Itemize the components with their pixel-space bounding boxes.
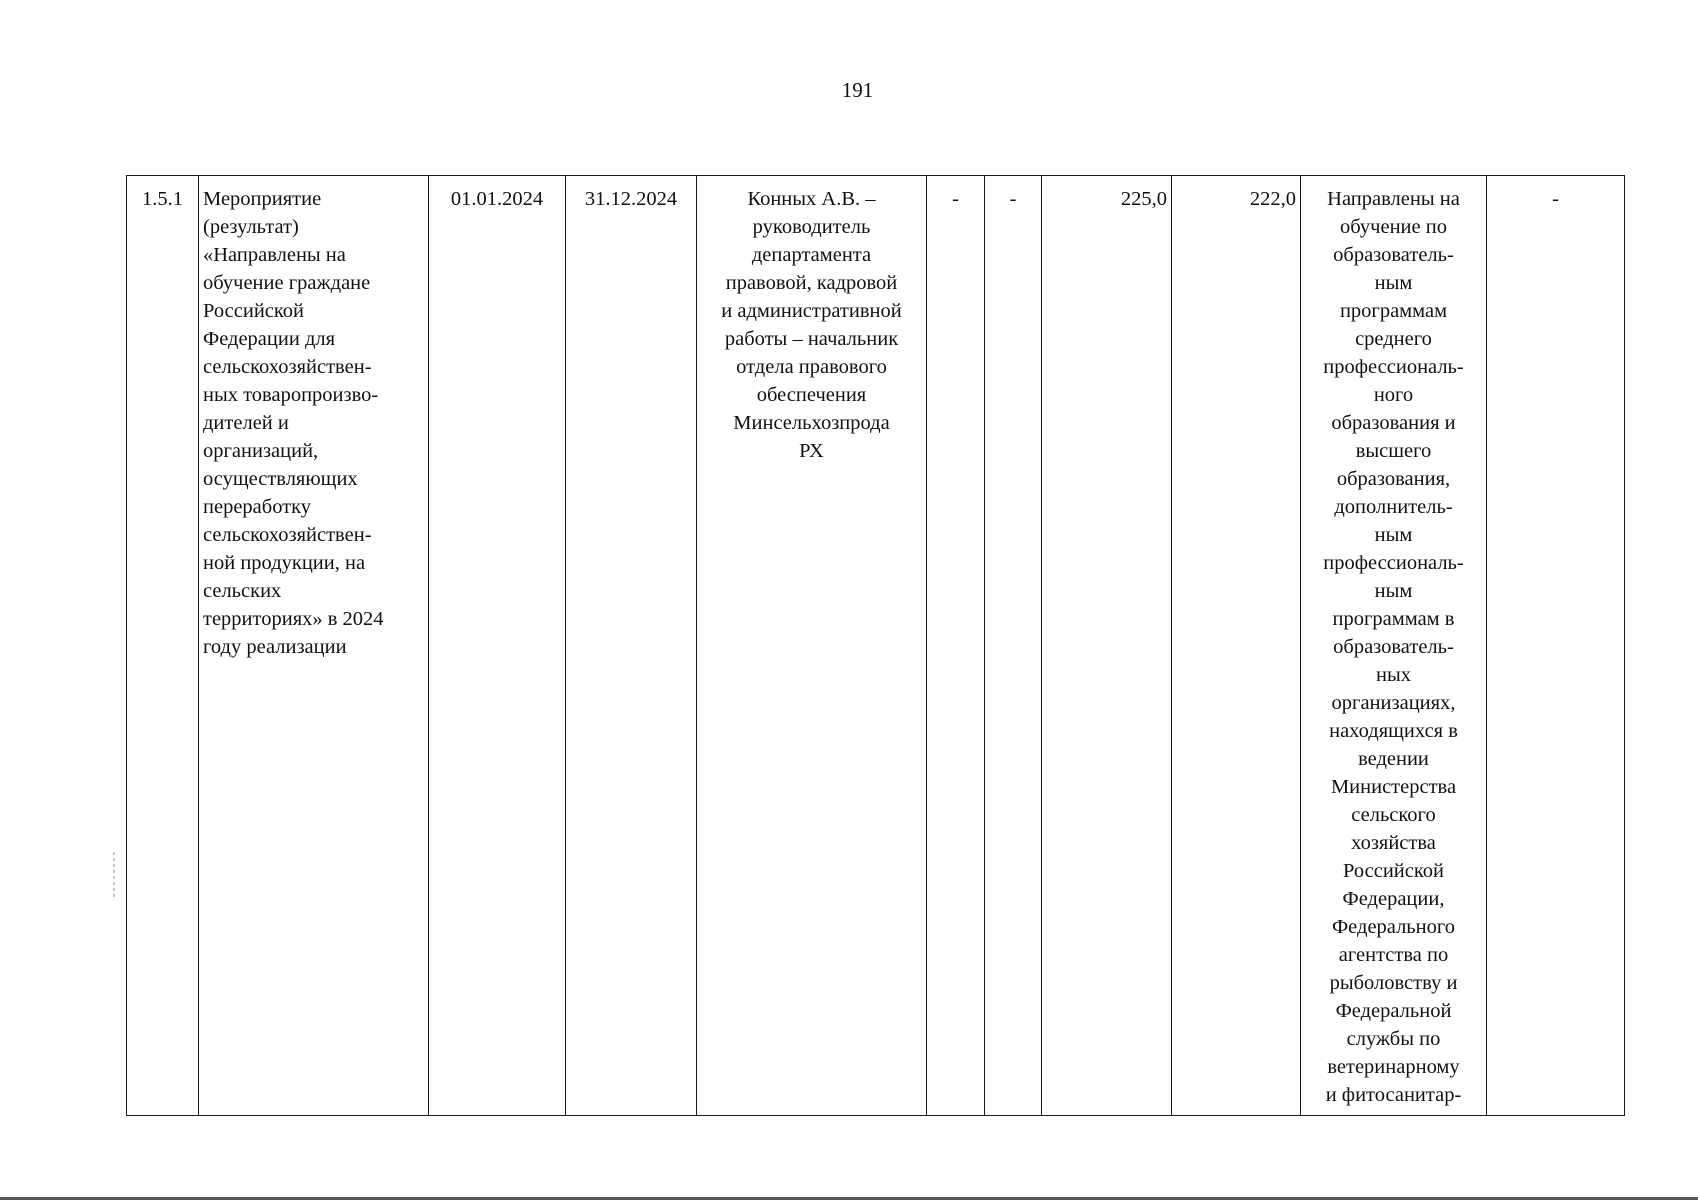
scan-margin-mark	[113, 852, 115, 900]
text-line: образования и	[1331, 412, 1456, 434]
text-line: Конных А.В. –	[747, 188, 876, 210]
text-line: ведении	[1358, 748, 1429, 770]
text-line: находящихся в	[1329, 720, 1458, 742]
value-plan: 225,0	[1042, 176, 1172, 1116]
text-line: сельских	[203, 580, 282, 602]
row-code: 1.5.1	[127, 176, 199, 1116]
text-line: Российской	[1342, 860, 1445, 882]
text-line: сельскохозяйствен-	[203, 356, 372, 378]
text-line: руководитель	[752, 216, 871, 238]
text-line: ной продукции, на	[203, 552, 366, 574]
text-line: (результат)	[203, 216, 299, 238]
text-line: Минсельхозпрода	[733, 412, 890, 434]
text-line: дополнитель-	[1334, 496, 1453, 518]
text-line: переработку	[203, 496, 312, 518]
event-description	[199, 176, 429, 1116]
text-line: «Направлены на	[203, 244, 346, 266]
text-line: правовой, кадровой	[725, 272, 898, 294]
text-line: обеспечения	[756, 384, 867, 406]
text-line: Федеральной	[1335, 1000, 1452, 1022]
result-description	[1301, 176, 1487, 1116]
cell-dash-6: -	[927, 176, 985, 1116]
text-line: ным	[1374, 580, 1413, 602]
text-line: году реализации	[203, 636, 347, 658]
text-line: образователь-	[1333, 636, 1454, 658]
text-line: агентства по	[1338, 944, 1449, 966]
text-line: ных	[1376, 664, 1411, 686]
cell-dash-7: -	[985, 176, 1042, 1116]
page-number: 191	[841, 78, 874, 102]
text-line: организациях,	[1331, 692, 1456, 714]
text-line: рыболовству и	[1329, 972, 1458, 994]
text-line: образователь-	[1333, 244, 1454, 266]
text-line: ным	[1374, 272, 1413, 294]
text-line: Федерального	[1331, 916, 1456, 938]
text-line: Направлены на	[1327, 188, 1460, 210]
text-line: профессиональ-	[1323, 552, 1464, 574]
text-line: среднего	[1355, 328, 1432, 350]
text-line: территориях» в 2024	[203, 608, 384, 630]
value-fact: 222,0	[1172, 176, 1301, 1116]
text-line: осуществляющих	[203, 468, 358, 490]
cell-dash-12: -	[1487, 176, 1625, 1116]
text-line: ветеринарному	[1327, 1056, 1460, 1078]
text-line: ным	[1374, 524, 1413, 546]
text-line: дителей и	[203, 412, 289, 434]
text-line: программам	[1339, 300, 1448, 322]
text-line: Мероприятие	[203, 188, 322, 210]
text-line: Министерства	[1330, 776, 1457, 798]
text-line: и административной	[721, 300, 902, 322]
text-line: обучение граждане	[203, 272, 371, 294]
text-line: сельскохозяйствен-	[203, 524, 372, 546]
text-line: РХ	[799, 440, 824, 462]
measures-table	[126, 175, 1625, 1116]
text-line: ных товаропроизво-	[203, 384, 379, 406]
text-line: хозяйства	[1351, 832, 1436, 854]
text-line: образования,	[1336, 468, 1451, 490]
text-line: организаций,	[203, 440, 319, 462]
text-line: программам в	[1332, 608, 1455, 630]
text-line: профессиональ-	[1323, 356, 1464, 378]
text-line: работы – начальник	[724, 328, 899, 350]
text-line: отдела правового	[736, 356, 887, 378]
start-date: 01.01.2024	[429, 176, 566, 1116]
text-line: обучение по	[1340, 216, 1447, 238]
text-line: Федерации,	[1342, 888, 1445, 910]
text-line: Российской	[203, 300, 305, 322]
table-row	[127, 176, 1625, 1116]
responsible-person	[697, 176, 927, 1116]
text-line: сельского	[1351, 804, 1436, 826]
text-line: ного	[1373, 384, 1414, 406]
text-line: департамента	[751, 244, 872, 266]
text-line: Федерации для	[203, 328, 336, 350]
text-line: службы по	[1346, 1028, 1441, 1050]
text-line: и фитосанитар-	[1325, 1084, 1462, 1106]
end-date: 31.12.2024	[566, 176, 697, 1116]
text-line: высшего	[1355, 440, 1432, 462]
